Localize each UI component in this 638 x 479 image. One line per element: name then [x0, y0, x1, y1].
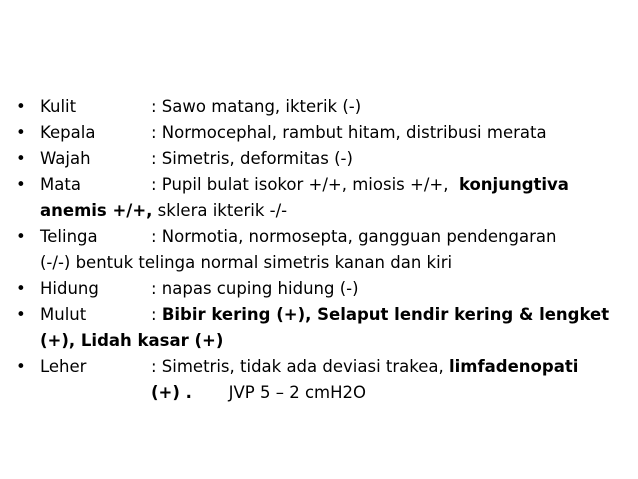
item-label: Mulut — [40, 305, 87, 324]
item-label: Telinga — [40, 227, 98, 246]
item-value-text: : Simetris, tidak ada deviasi trakea, — [151, 357, 449, 376]
item-value — [151, 354, 626, 380]
bullet-icon: • — [16, 97, 26, 116]
item-value: : Normotia, normosepta, gangguan pendengaran — [151, 227, 557, 246]
item-continuation-text: sklera ikterik -/- — [152, 201, 288, 220]
item-label: Mata — [40, 175, 81, 194]
list-item-kulit — [16, 94, 626, 120]
item-label: Leher — [40, 357, 87, 376]
item-value-bold: limfadenopati — [448, 357, 579, 376]
item-value-bold: Bibir kering (+), Selaput lendir kering & lengket — [161, 305, 610, 324]
item-continuation-bold: (+), Lidah kasar (+) — [40, 331, 224, 350]
bullet-icon: • — [16, 305, 26, 324]
item-value-text: : — [151, 305, 162, 324]
bullet-icon: • — [16, 123, 26, 142]
list-item-hidung — [16, 276, 626, 302]
item-label: Kulit — [40, 97, 77, 116]
item-value: : napas cuping hidung (-) — [151, 279, 359, 298]
item-continuation-bold: anemis +/+, — [40, 201, 153, 220]
bullet-icon: • — [16, 279, 26, 298]
bullet-icon: • — [16, 357, 26, 376]
item-value: : Normocephal, rambut hitam, distribusi merata — [151, 123, 547, 142]
item-value — [151, 302, 626, 328]
item-continuation-bold: (+) . — [151, 383, 192, 402]
item-value: : Sawo matang, ikterik (-) — [151, 97, 362, 116]
list-item-kepala — [16, 120, 626, 146]
item-continuation — [40, 380, 626, 406]
item-continuation — [40, 198, 626, 224]
item-label: Hidung — [40, 279, 99, 298]
bullet-icon: • — [16, 227, 26, 246]
item-label: Wajah — [40, 149, 91, 168]
list-item-mulut — [16, 302, 626, 354]
bullet-icon: • — [16, 175, 26, 194]
item-continuation-text: JVP 5 – 2 cmH2O — [191, 383, 367, 402]
bullet-list — [16, 94, 626, 406]
list-item-telinga — [16, 224, 626, 276]
item-value: : Simetris, deformitas (-) — [151, 149, 353, 168]
item-value — [151, 172, 626, 198]
bullet-icon: • — [16, 149, 26, 168]
list-item-mata — [16, 172, 626, 224]
item-value-text: : Pupil bulat isokor +/+, miosis +/+, — [151, 175, 459, 194]
list-item-leher — [16, 354, 626, 406]
list-item-wajah — [16, 146, 626, 172]
item-label: Kepala — [40, 123, 96, 142]
item-value-bold: konjungtiva — [458, 175, 569, 194]
item-continuation: (-/-) bentuk telinga normal simetris kanan dan kiri — [40, 253, 453, 272]
